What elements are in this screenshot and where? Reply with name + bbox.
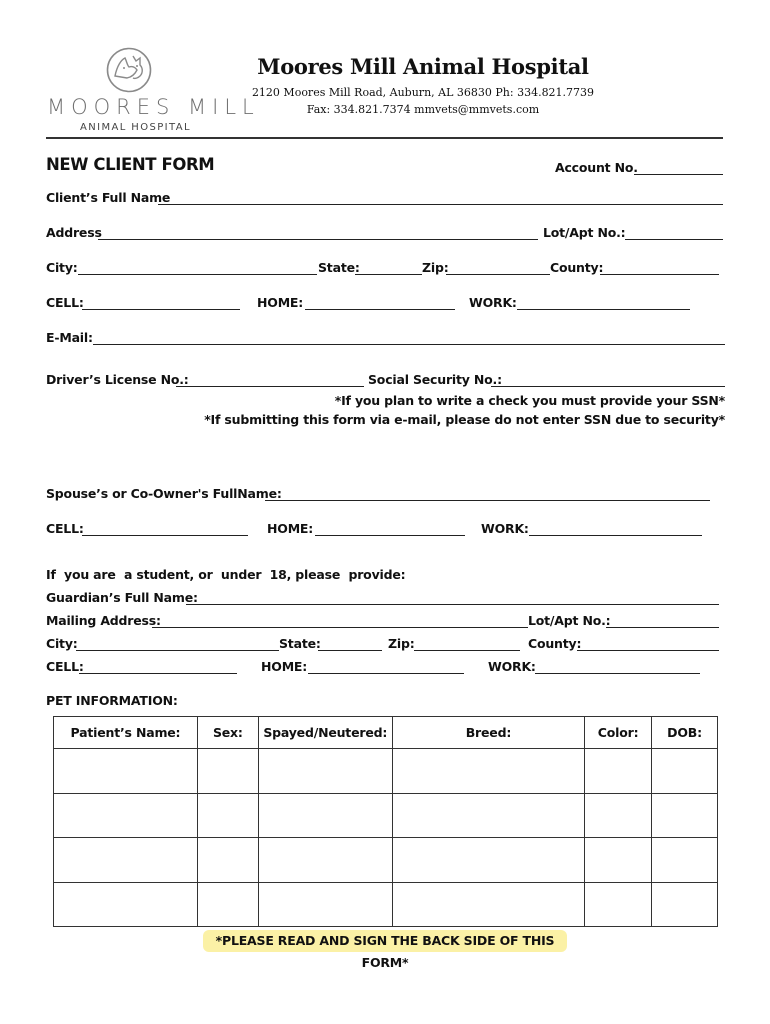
pet-spayed-cell[interactable] bbox=[258, 882, 392, 927]
guardian-home-label: HOME: bbox=[261, 659, 308, 674]
table-row bbox=[54, 882, 718, 927]
zip-label: Zip: bbox=[422, 260, 449, 275]
table-row bbox=[54, 749, 718, 794]
pet-name-cell[interactable] bbox=[54, 749, 198, 794]
logo-wordmark: MOORES MILL bbox=[47, 95, 260, 119]
account-no-field[interactable] bbox=[634, 174, 723, 175]
pet-info-table bbox=[53, 716, 718, 927]
col-breed: Breed: bbox=[392, 717, 584, 749]
spouse-work-label: WORK: bbox=[481, 521, 529, 536]
ssn-label: Social Security No.: bbox=[368, 372, 502, 387]
guardian-work-label: WORK: bbox=[488, 659, 536, 674]
pet-spayed-cell[interactable] bbox=[258, 749, 392, 794]
pet-breed-cell[interactable] bbox=[392, 882, 584, 927]
table-row bbox=[54, 793, 718, 838]
spouse-home-field[interactable] bbox=[315, 535, 465, 536]
pet-color-cell[interactable] bbox=[585, 882, 652, 927]
pet-color-cell[interactable] bbox=[585, 749, 652, 794]
cell-label: CELL: bbox=[46, 295, 84, 310]
pet-dob-cell[interactable] bbox=[652, 793, 718, 838]
guardian-state-field[interactable] bbox=[318, 650, 382, 651]
work-label: WORK: bbox=[469, 295, 517, 310]
guardian-work-field[interactable] bbox=[535, 673, 700, 674]
form-title: NEW CLIENT FORM bbox=[46, 155, 215, 174]
pet-sex-cell[interactable] bbox=[197, 749, 258, 794]
hospital-name: Moores Mill Animal Hospital bbox=[257, 54, 589, 79]
pet-dob-cell[interactable] bbox=[652, 749, 718, 794]
home-label: HOME: bbox=[257, 295, 304, 310]
drivers-license-field[interactable] bbox=[176, 386, 364, 387]
guardian-city-label: City: bbox=[46, 636, 78, 651]
pet-dob-cell[interactable] bbox=[652, 882, 718, 927]
spouse-name-field[interactable] bbox=[265, 500, 710, 501]
logo-subtitle: ANIMAL HOSPITAL bbox=[80, 122, 191, 133]
pet-dob-cell[interactable] bbox=[652, 838, 718, 883]
pet-name-cell[interactable] bbox=[54, 838, 198, 883]
state-field[interactable] bbox=[355, 274, 422, 275]
city-label: City: bbox=[46, 260, 78, 275]
pet-info-label: PET INFORMATION: bbox=[46, 693, 178, 708]
ssn-field[interactable] bbox=[491, 386, 725, 387]
hospital-contact: Fax: 334.821.7374 mmvets@mmvets.com bbox=[306, 103, 540, 116]
pet-breed-cell[interactable] bbox=[392, 749, 584, 794]
zip-field[interactable] bbox=[446, 274, 550, 275]
dog-cat-logo-icon bbox=[105, 46, 153, 94]
guardian-intro: If you are a student, or under 18, please provide: bbox=[46, 567, 406, 582]
lot-apt-label: Lot/Apt No.: bbox=[543, 225, 626, 240]
pet-color-cell[interactable] bbox=[585, 838, 652, 883]
guardian-cell-label: CELL: bbox=[46, 659, 84, 674]
spouse-home-label: HOME: bbox=[267, 521, 314, 536]
home-field[interactable] bbox=[305, 309, 455, 310]
email-label: E-Mail: bbox=[46, 330, 93, 345]
col-color: Color: bbox=[585, 717, 652, 749]
guardian-name-label: Guardian’s Full Name: bbox=[46, 590, 198, 605]
guardian-home-field[interactable] bbox=[308, 673, 464, 674]
sign-back-banner: *PLEASE READ AND SIGN THE BACK SIDE OF THIS FORM* bbox=[203, 930, 567, 952]
account-no-label: Account No. bbox=[555, 160, 638, 175]
col-sex: Sex: bbox=[197, 717, 258, 749]
email-field[interactable] bbox=[93, 344, 725, 345]
address-label: Address bbox=[46, 225, 102, 240]
table-row bbox=[54, 838, 718, 883]
ssn-email-note: *If submitting this form via e-mail, please do not enter SSN due to security* bbox=[204, 412, 725, 427]
hospital-address: 2120 Moores Mill Road, Auburn, AL 36830 Ph: 334.821.7739 bbox=[251, 86, 595, 99]
guardian-name-field[interactable] bbox=[186, 604, 719, 605]
guardian-zip-field[interactable] bbox=[414, 650, 520, 651]
header-divider bbox=[46, 137, 723, 139]
guardian-lot-apt-label: Lot/Apt No.: bbox=[528, 613, 611, 628]
guardian-mailing-field[interactable] bbox=[152, 627, 528, 628]
county-label: County: bbox=[550, 260, 604, 275]
city-field[interactable] bbox=[78, 274, 317, 275]
guardian-county-field[interactable] bbox=[577, 650, 719, 651]
col-spayed-neutered: Spayed/Neutered: bbox=[258, 717, 392, 749]
pet-sex-cell[interactable] bbox=[197, 882, 258, 927]
drivers-license-label: Driver’s License No.: bbox=[46, 372, 189, 387]
pet-breed-cell[interactable] bbox=[392, 793, 584, 838]
pet-name-cell[interactable] bbox=[54, 882, 198, 927]
ssn-check-note: *If you plan to write a check you must provide your SSN* bbox=[334, 393, 725, 408]
guardian-state-label: State: bbox=[279, 636, 321, 651]
guardian-zip-label: Zip: bbox=[388, 636, 415, 651]
guardian-city-field[interactable] bbox=[76, 650, 279, 651]
pet-table-header-row bbox=[54, 717, 718, 749]
client-name-label: Client’s Full Name bbox=[46, 190, 171, 205]
spouse-cell-label: CELL: bbox=[46, 521, 84, 536]
guardian-lot-apt-field[interactable] bbox=[606, 627, 719, 628]
state-label: State: bbox=[318, 260, 360, 275]
pet-name-cell[interactable] bbox=[54, 793, 198, 838]
col-dob: DOB: bbox=[652, 717, 718, 749]
lot-apt-field[interactable] bbox=[625, 239, 723, 240]
guardian-county-label: County: bbox=[528, 636, 582, 651]
address-field[interactable] bbox=[98, 239, 538, 240]
pet-breed-cell[interactable] bbox=[392, 838, 584, 883]
spouse-cell-field[interactable] bbox=[82, 535, 248, 536]
county-field[interactable] bbox=[600, 274, 719, 275]
pet-spayed-cell[interactable] bbox=[258, 793, 392, 838]
col-patient-name: Patient’s Name: bbox=[54, 717, 198, 749]
pet-spayed-cell[interactable] bbox=[258, 838, 392, 883]
client-name-field[interactable] bbox=[158, 204, 723, 205]
pet-sex-cell[interactable] bbox=[197, 838, 258, 883]
guardian-cell-field[interactable] bbox=[79, 673, 237, 674]
pet-sex-cell[interactable] bbox=[197, 793, 258, 838]
spouse-name-label: Spouse’s or Co-Owner's FullName: bbox=[46, 486, 282, 501]
work-field[interactable] bbox=[517, 309, 690, 310]
spouse-work-field[interactable] bbox=[529, 535, 702, 536]
guardian-mailing-label: Mailing Address: bbox=[46, 613, 161, 628]
cell-field[interactable] bbox=[82, 309, 240, 310]
pet-color-cell[interactable] bbox=[585, 793, 652, 838]
